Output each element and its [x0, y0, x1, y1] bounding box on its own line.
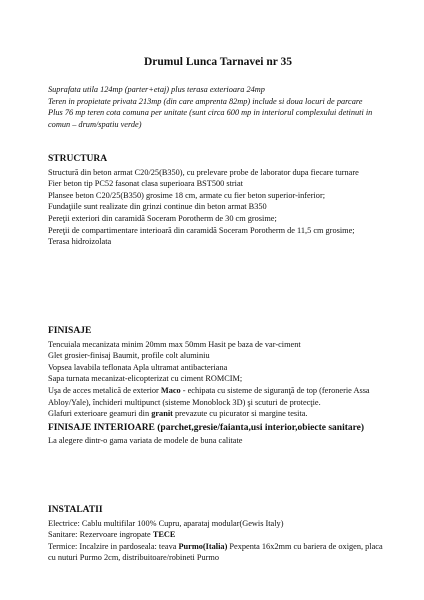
- sanitare-brand: TECE: [152, 530, 176, 540]
- spec-item: Pereţii exteriori din caramidă Soceram Porotherm de 30 cm grosime;: [48, 213, 277, 223]
- spec-item: Plansee beton C20/25(B350) grosime 18 cm, armate cu fier beton superior-inferior;: [48, 190, 326, 200]
- spec-item-termice: [48, 541, 388, 564]
- spec-item: Tencuiala mecanizata minim 20mm max 50mm Hasit pe baza de var-ciment: [48, 339, 301, 349]
- section-finisaje-interioare: [48, 423, 388, 446]
- section-finisaje: [48, 326, 388, 420]
- section-structura: [48, 154, 388, 248]
- intro-line: Suprafata utila 124mp (parter+etaj) plus terasa exterioara 24mp: [48, 85, 265, 94]
- spec-item: Terasa hidroizolata: [48, 237, 112, 247]
- spec-item: Glet grosier-finisaj Baumit, profile colt aluminiu: [48, 351, 210, 361]
- spec-item-sanitare: [48, 529, 388, 541]
- spec-item: Vopsea lavabila teflonata Apla ultramat antibacteriana: [48, 362, 228, 372]
- document-title: Drumul Lunca Tarnavei nr 35: [143, 56, 293, 68]
- spec-item: Structură din beton armat C20/25(B350), cu prelevare probe de laborator dupa fiecare turnare: [48, 167, 359, 177]
- section-instalatii: [48, 505, 388, 564]
- spec-item: Fundaţiile sunt realizate din grinzi continue din beton armat B350: [48, 202, 267, 212]
- intro-block: [48, 84, 388, 130]
- spec-item: Fier beton tip PC52 fasonat clasa superioara BST500 striat: [48, 179, 243, 189]
- section-heading: STRUCTURA: [48, 154, 108, 164]
- sanitare-text: Sanitare: Rezervoare ingropate: [48, 530, 153, 540]
- spec-item-sills: [48, 408, 388, 420]
- section-heading: FINISAJE: [48, 326, 92, 336]
- termice-text: Termice: Incalzire in pardoseala: teava: [48, 541, 179, 551]
- door-text-rest: - echipata cu sisteme de siguranţă de top (feronerie Assa Abloy/Yale), închideri multipunct (sisteme Monoblock 3D) şi scuturi de protecţie.: [48, 385, 370, 407]
- sills-material: granit: [151, 409, 173, 419]
- intro-line: Teren in propietate privata 213mp (din care amprenta 82mp) include si doua locuri de parcare: [48, 96, 363, 106]
- section-heading: INSTALATII: [48, 505, 103, 515]
- section-heading: FINISAJE INTERIOARE (parchet,gresie/faianta,usi interior,obiecte sanitare): [48, 423, 365, 433]
- spec-item-electrice: Electrice: Cablu multifilar 100% Cupru, aparataj modular(Gewis Italy): [48, 518, 284, 528]
- door-brand: Maco: [160, 385, 181, 395]
- intro-line: Plus 76 mp teren cota comuna per unitate (sunt circa 600 mp in interiorul complexului detinuti in comun – drum/spatiu verde): [48, 108, 373, 129]
- spec-item-door: [48, 385, 388, 408]
- sills-text: Glafuri exterioare geamuri din: [48, 409, 152, 419]
- termice-text-rest: Pexpenta 16x2mm cu bariera de oxigen, placa cu nuturi Purmo 2cm, distribuitoare/robineti Purmo: [48, 541, 383, 563]
- spec-item: Pereţii de compartimentare interioară din caramidă Soceram Porotherm de 11,5 cm grosime;: [48, 225, 355, 235]
- spec-item: Sapa turnata mecanizat-elicopterizat cu ciment ROMCIM;: [48, 374, 243, 384]
- sills-text-rest: prevazute cu picurator si margine tesita.: [172, 409, 308, 419]
- termice-brand: Purmo(Italia): [178, 541, 228, 551]
- spec-item: La alegere dintr-o gama variata de modele de buna calitate: [48, 435, 243, 445]
- door-text: Uşa de acces metalică de exterior: [48, 385, 161, 395]
